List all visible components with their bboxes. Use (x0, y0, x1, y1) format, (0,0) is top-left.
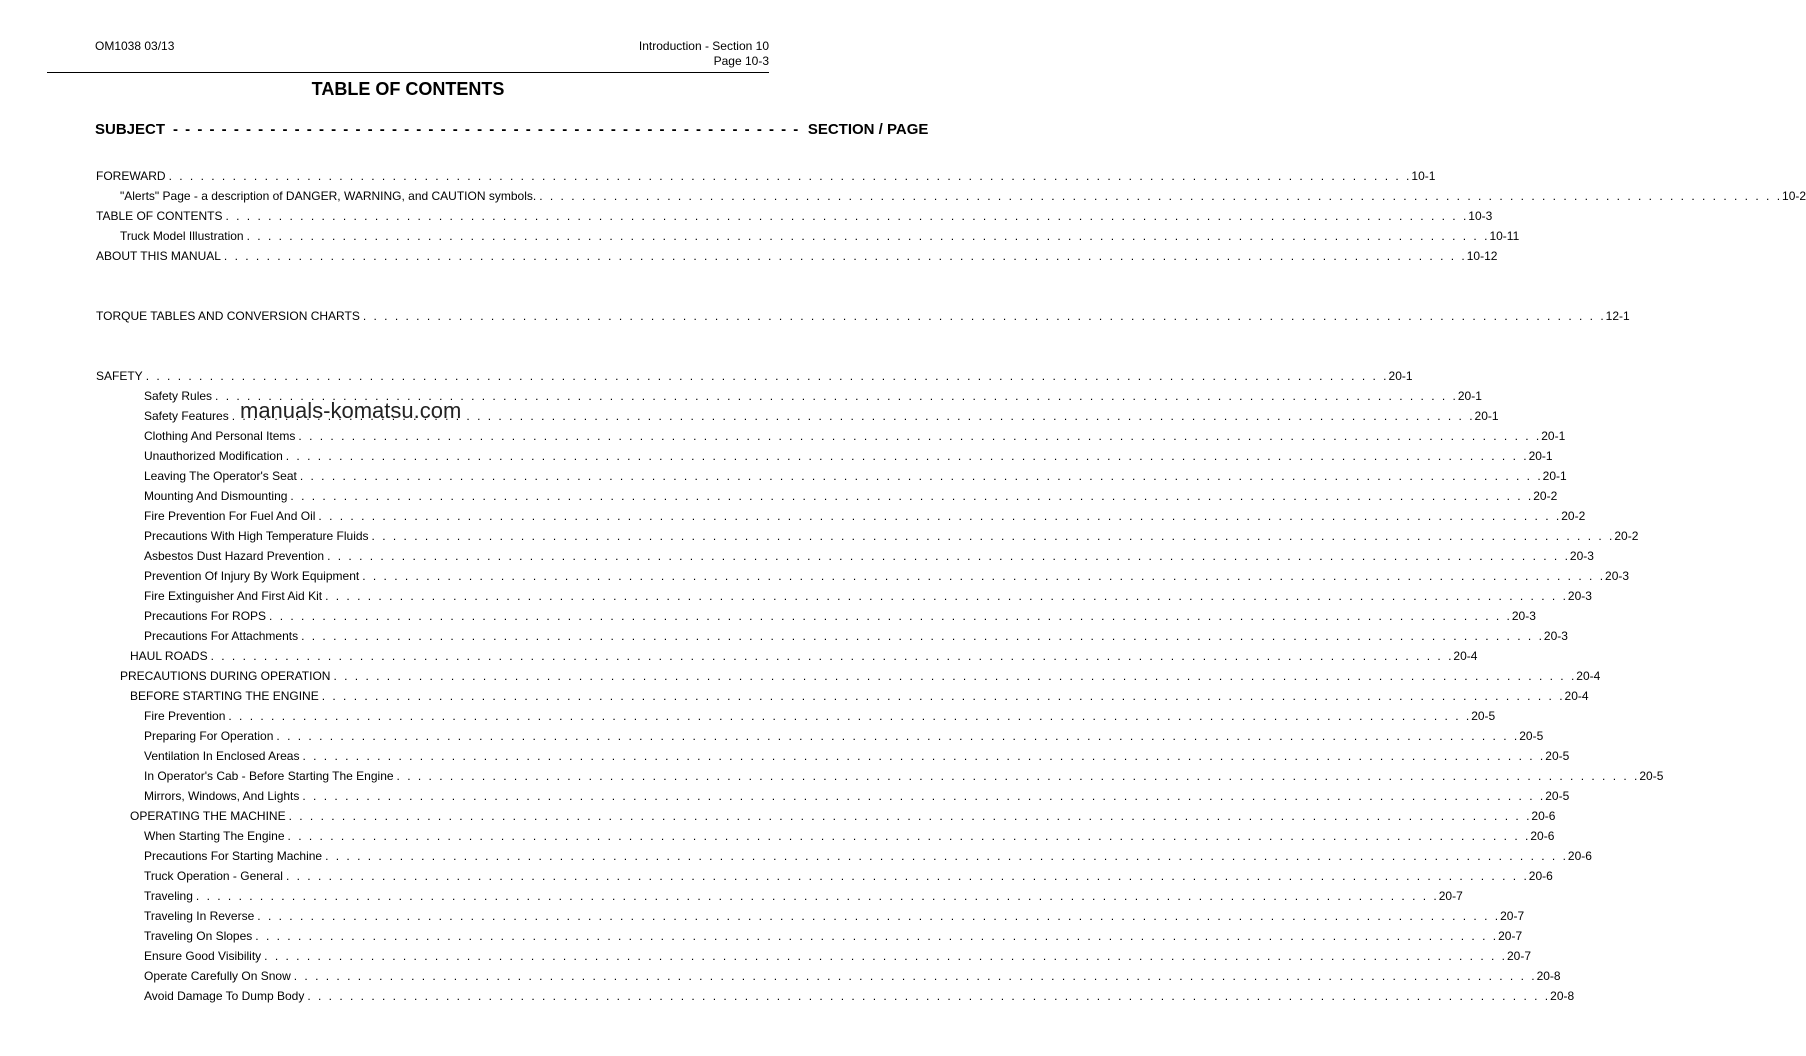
toc-entry-label: Preparing For Operation (144, 729, 274, 743)
toc-entry (144, 588, 1592, 604)
toc-entry-label: TORQUE TABLES AND CONVERSION CHARTS (96, 309, 360, 323)
toc-entry-page: 20-7 (1438, 889, 1463, 903)
toc-entry (120, 188, 1806, 204)
dot-leader (324, 548, 1570, 564)
toc-entry-label: Mounting And Dismounting (144, 489, 288, 503)
toc-entry-page: 20-5 (1639, 769, 1664, 783)
toc-entry-page: 20-8 (1550, 989, 1575, 1003)
toc-entry-label: OPERATING THE MACHINE (130, 809, 286, 823)
toc-entry (130, 808, 1556, 824)
dot-leader (359, 568, 1605, 584)
toc-entry-label: Precautions For Starting Machine (144, 849, 323, 863)
toc-entry (144, 468, 1567, 484)
toc-entry (144, 788, 1570, 804)
toc-entry-label: Safety Rules (144, 389, 213, 403)
toc-entry-page: 20-1 (1388, 369, 1413, 383)
toc-entry (144, 768, 1664, 784)
dot-leader (536, 188, 1782, 204)
toc-entry (144, 848, 1592, 864)
toc-entry (144, 608, 1536, 624)
toc-entry (144, 708, 1496, 724)
dot-leader (222, 208, 1468, 224)
toc-entry-label: Mirrors, Windows, And Lights (144, 789, 300, 803)
toc-entry (96, 308, 1630, 324)
dot-leader (330, 668, 1576, 684)
dot-leader (254, 908, 1500, 924)
toc-entry-label: SAFETY (96, 369, 143, 383)
toc-entry-page: 20-6 (1528, 869, 1553, 883)
toc-entry (144, 868, 1553, 884)
toc-entry-label: ABOUT THIS MANUAL (96, 249, 221, 263)
toc-entry-label: Traveling (144, 889, 193, 903)
dot-leader (319, 688, 1565, 704)
toc-entry-label: HAUL ROADS (130, 649, 208, 663)
toc-entry (130, 688, 1589, 704)
toc-entry-label: Truck Operation - General (144, 869, 283, 883)
toc-entry (144, 628, 1568, 644)
dot-leader (360, 308, 1606, 324)
dot-leader (273, 728, 1519, 744)
dot-leader (283, 868, 1529, 884)
toc-entry-page: 20-3 (1567, 589, 1592, 603)
toc-entry (144, 968, 1561, 984)
toc-entry-page: 10-11 (1489, 229, 1520, 243)
dot-leader (166, 168, 1412, 184)
dot-leader (369, 528, 1615, 544)
dot-leader (298, 628, 1544, 644)
toc-entry-page: 20-3 (1569, 549, 1594, 563)
toc-entry-page: 20-2 (1533, 489, 1558, 503)
toc-entry-label: Precautions For Attachments (144, 629, 299, 643)
toc-entry-page: 20-5 (1519, 729, 1544, 743)
toc-entry-label: Unauthorized Modification (144, 449, 283, 463)
toc-entry-page: 10-3 (1468, 209, 1493, 223)
toc-entry-label: Truck Model Illustration (120, 229, 244, 243)
dot-leader (285, 828, 1531, 844)
toc-entry-page: 20-7 (1500, 909, 1525, 923)
dot-leader (221, 248, 1467, 264)
toc-entry (96, 208, 1493, 224)
dot-leader (299, 788, 1545, 804)
toc-entry-page: 20-4 (1453, 649, 1478, 663)
page-number: Page 10-3 (713, 54, 769, 68)
dot-leader (394, 768, 1640, 784)
dot-leader (261, 948, 1507, 964)
toc-entry-label: BEFORE STARTING THE ENGINE (130, 689, 319, 703)
toc-entry-label: In Operator's Cab - Before Starting The Engine (144, 769, 394, 783)
toc-entry (144, 908, 1525, 924)
toc-entry (144, 748, 1570, 764)
toc-entry-page: 20-4 (1576, 669, 1601, 683)
toc-entry-page: 10-2 (1782, 189, 1806, 203)
toc-entry-page: 20-1 (1528, 449, 1553, 463)
toc-entry (96, 368, 1413, 384)
page-title: TABLE OF CONTENTS (311, 79, 505, 99)
toc-entry (130, 648, 1478, 664)
document-id: OM1038 03/13 (95, 39, 175, 53)
dot-leader (283, 448, 1529, 464)
dot-leader (266, 608, 1512, 624)
dot-leader (287, 488, 1533, 504)
toc-entry-label: Safety Features (144, 409, 229, 423)
toc-entry-label: Precautions For ROPS (144, 609, 267, 623)
toc-entry-label: Fire Extinguisher And First Aid Kit (144, 589, 323, 603)
toc-entry (120, 228, 1520, 244)
dot-leader (208, 648, 1454, 664)
toc-entry (144, 548, 1594, 564)
toc-entry (144, 828, 1555, 844)
dot-leader (315, 508, 1561, 524)
toc-entry (144, 488, 1558, 504)
dot-leader (244, 228, 1490, 244)
dot-leader (297, 468, 1543, 484)
dash-leader: - - - - - - - - - - - - - - - - - - - - - - - - - - - - - - - - - - - - - - - - - - - - - - - - - - - - (173, 121, 800, 138)
toc-entry-page: 20-2 (1561, 509, 1586, 523)
toc-entry-label: Prevention Of Injury By Work Equipment (144, 569, 360, 583)
toc-entry-label: TABLE OF CONTENTS (96, 209, 223, 223)
toc-entry-page: 20-3 (1605, 569, 1630, 583)
toc-entry-label: PRECAUTIONS DURING OPERATION (120, 669, 331, 683)
dot-leader (286, 808, 1532, 824)
toc-entry (144, 948, 1532, 964)
toc-entry-page: 20-1 (1542, 469, 1567, 483)
toc-entry-page: 20-8 (1536, 969, 1561, 983)
toc-entry-page: 20-7 (1507, 949, 1532, 963)
toc-entry-label: Operate Carefully On Snow (144, 969, 291, 983)
dot-leader (193, 888, 1439, 904)
toc-entry-label: Fire Prevention (144, 709, 226, 723)
toc-entry-label: Traveling In Reverse (144, 909, 255, 923)
dot-leader (252, 928, 1498, 944)
toc-entry-page: 20-3 (1543, 629, 1568, 643)
toc-entry-page: 20-4 (1564, 689, 1589, 703)
toc-entry (144, 428, 1566, 444)
toc-entry-label: When Starting The Engine (144, 829, 285, 843)
toc-entry-label: Ensure Good Visibility (144, 949, 262, 963)
toc-entry-label: FOREWARD (96, 169, 166, 183)
toc-entry-page: 20-1 (1541, 429, 1566, 443)
section-label: Introduction - Section 10 (638, 39, 769, 53)
toc-entry-page: 20-1 (1474, 409, 1499, 423)
toc-entry (96, 168, 1436, 184)
toc-entry-page: 20-6 (1530, 829, 1555, 843)
toc-entry (144, 528, 1639, 544)
toc-entry (144, 988, 1575, 1004)
toc-entry-page: 20-5 (1545, 789, 1570, 803)
dot-leader (143, 368, 1389, 384)
toc-entry-label: Avoid Damage To Dump Body (144, 989, 305, 1003)
toc-entry-page: 20-2 (1614, 529, 1639, 543)
toc-entry (144, 728, 1544, 744)
toc-entry-page: 20-5 (1471, 709, 1496, 723)
toc-entry (144, 928, 1523, 944)
dot-leader (304, 988, 1550, 1004)
toc-entry-page: 10-1 (1411, 169, 1436, 183)
dot-leader (295, 428, 1541, 444)
dot-leader (322, 588, 1568, 604)
toc-entry (96, 248, 1498, 264)
toc-entry-label: Traveling On Slopes (144, 929, 253, 943)
toc-entry-label: Precautions With High Temperature Fluids (144, 529, 369, 543)
toc-entry (144, 568, 1630, 584)
toc-entry-page: 20-7 (1498, 929, 1523, 943)
toc-entry-label: Asbestos Dust Hazard Prevention (144, 549, 325, 563)
toc-entry (144, 508, 1586, 524)
toc-entry-page: 20-6 (1531, 809, 1556, 823)
dot-leader (225, 708, 1471, 724)
toc-entry-label: "Alerts" Page - a description of DANGER, WARNING, and CAUTION symbols. (120, 189, 537, 203)
toc-entry (144, 448, 1553, 464)
toc-entry (120, 668, 1601, 684)
toc-entry-page: 20-5 (1545, 749, 1570, 763)
dot-leader (299, 748, 1545, 764)
toc-entry-label: Fire Prevention For Fuel And Oil (144, 509, 316, 523)
toc-entry-page: 20-1 (1457, 389, 1482, 403)
toc-entry-page: 12-1 (1605, 309, 1630, 323)
section-page-heading: SECTION / PAGE (807, 121, 929, 138)
toc-entry-page: 10-12 (1466, 249, 1498, 263)
toc-entry (144, 888, 1463, 904)
toc-entry-page: 20-3 (1511, 609, 1536, 623)
toc-entry-label: Clothing And Personal Items (144, 429, 296, 443)
dot-leader (322, 848, 1568, 864)
watermark: manuals-komatsu.com (240, 398, 462, 423)
toc-entry-label: Ventilation In Enclosed Areas (144, 749, 300, 763)
toc-entry-page: 20-6 (1567, 849, 1592, 863)
dot-leader (291, 968, 1537, 984)
toc-entry-label: Leaving The Operator's Seat (144, 469, 297, 483)
subject-heading: SUBJECT (95, 121, 166, 138)
